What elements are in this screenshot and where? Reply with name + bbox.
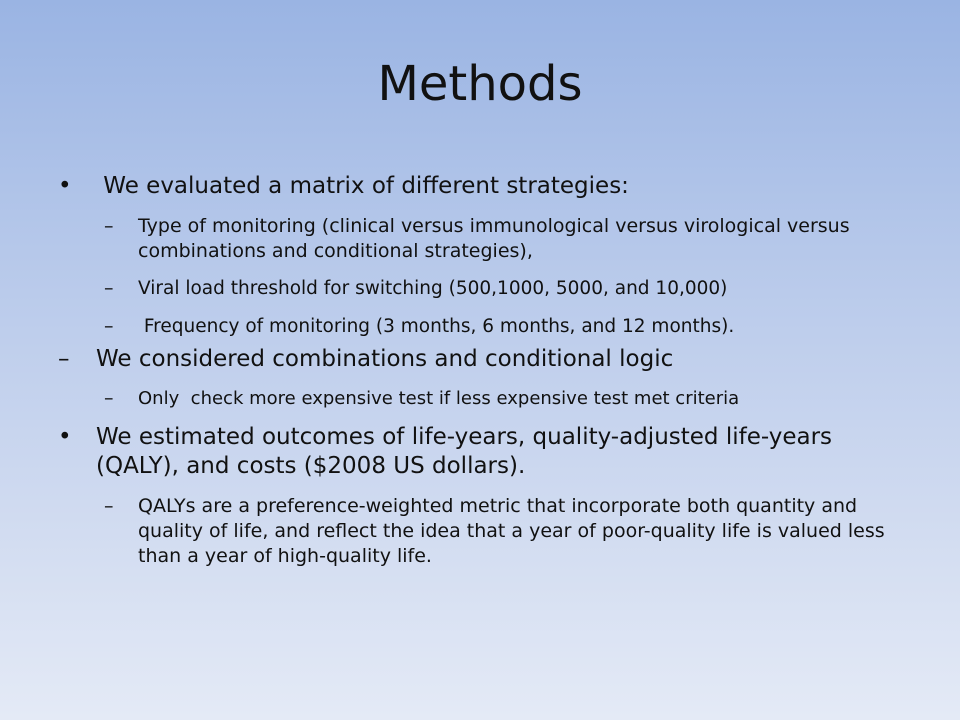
item-text: We estimated outcomes of life-years, quality-adjusted life-years (QALY), and costs ($2008 US dollars). bbox=[96, 424, 833, 479]
item-text: We considered combinations and conditional logic bbox=[96, 346, 674, 372]
bullet-marker: • bbox=[58, 173, 72, 199]
bullet-marker: – bbox=[104, 387, 114, 409]
bullet-marker: – bbox=[58, 346, 70, 372]
item-text: Viral load threshold for switching (500,1000, 5000, and 10,000) bbox=[138, 278, 728, 299]
item-text: Type of monitoring (clinical versus immunological versus virological versus combinations and conditional strategies), bbox=[138, 215, 850, 262]
item-text: Frequency of monitoring (3 months, 6 months, and 12 months). bbox=[138, 316, 735, 337]
item-text: Only check more expensive test if less expensive test met criteria bbox=[138, 388, 740, 409]
item-text: We evaluated a matrix of different strategies: bbox=[96, 173, 629, 199]
bullet-marker: – bbox=[104, 277, 114, 299]
item-text: QALYs are a preference-weighted metric that incorporate both quantity and quality of life, and reflect the idea that a year of poor-quality life is valued less than a year of high-quality life. bbox=[138, 495, 885, 567]
bullet-marker: – bbox=[104, 495, 114, 517]
slide-title: Methods bbox=[377, 56, 583, 112]
bullet-marker: – bbox=[104, 315, 114, 337]
bullet-marker: – bbox=[104, 215, 114, 237]
bullet-marker: • bbox=[58, 424, 72, 450]
